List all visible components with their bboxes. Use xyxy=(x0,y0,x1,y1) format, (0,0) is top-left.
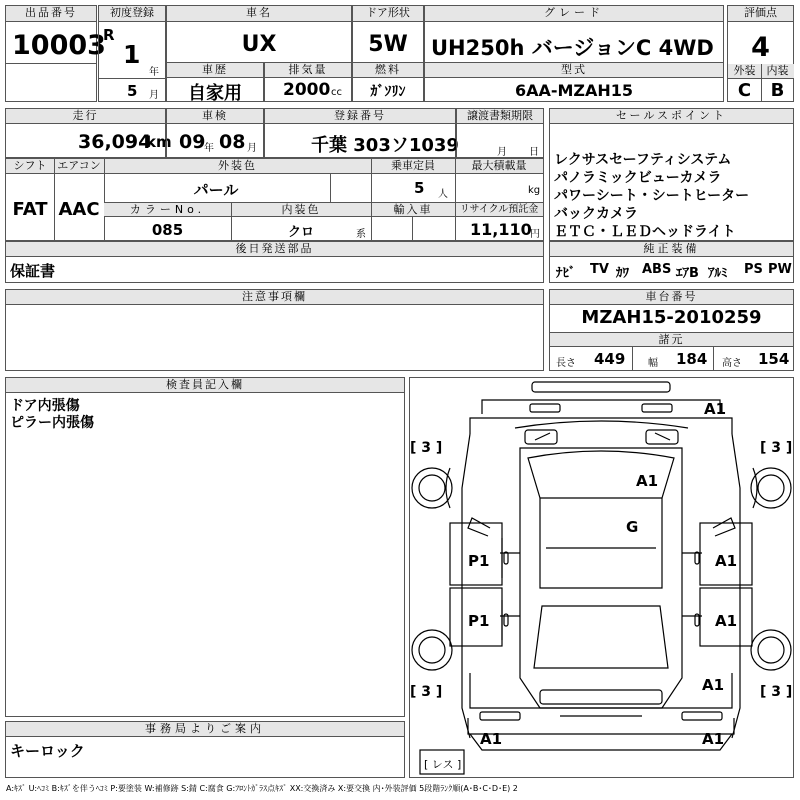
mark-left-rear-door: P1 xyxy=(468,612,490,630)
inspection-year-unit: 年 xyxy=(204,143,214,154)
genuine-item-8: PW xyxy=(768,262,792,277)
mark-hood: A1 xyxy=(636,472,659,490)
car-name-label: 車名 xyxy=(167,6,351,22)
aircon-label: エアコン xyxy=(54,159,104,174)
inspector-label: 検査員記入欄 xyxy=(6,378,404,393)
vehicle-details-box xyxy=(5,158,544,241)
recycle-label: リサイクル預託金 xyxy=(455,202,543,217)
inspection-label: 車検 xyxy=(167,109,263,124)
sales-point-4: バックカメラ xyxy=(554,206,638,222)
displacement-unit: cc xyxy=(331,87,342,98)
lot-number-label: 出品番号 xyxy=(6,6,96,22)
genuine-item-1: ﾅﾋﾞ xyxy=(556,266,576,281)
mark-front-right: A1 xyxy=(704,400,727,418)
mark-rear-right-bumper: A1 xyxy=(702,730,725,748)
tire-front-left: [ 3 ] xyxy=(410,440,443,456)
office-box xyxy=(5,721,405,778)
specs-height-value: 154 xyxy=(758,350,790,368)
door-label: ドア形状 xyxy=(353,6,423,22)
sales-point-1: レクサスセーフティシステム xyxy=(554,152,732,168)
capacity-label: 乗車定員 xyxy=(371,159,455,174)
shift-label: シフト xyxy=(6,159,54,174)
car-outline-svg xyxy=(410,378,793,777)
sales-points-label: セールスポイント xyxy=(550,109,793,124)
capacity-unit: 人 xyxy=(438,189,448,200)
inspector-line-2: ピラー内張傷 xyxy=(10,415,94,431)
sales-point-5: ＥＴＣ・ＬＥＤヘッドライト xyxy=(554,224,736,240)
car-diagram xyxy=(409,377,794,778)
grade-value: UH250h バージョンC 4WD xyxy=(431,36,714,60)
aircon-value: AAC xyxy=(58,199,100,220)
max-load-label: 最大積載量 xyxy=(455,159,543,174)
office-label: 事務局よりご案内 xyxy=(6,722,404,737)
mark-right-rear-door: A1 xyxy=(715,612,738,630)
notes-box xyxy=(5,289,544,371)
transfer-day-unit: 日 xyxy=(529,147,539,158)
mileage-unit: km xyxy=(146,133,172,151)
notes-label: 注意事項欄 xyxy=(6,290,543,305)
grade-box xyxy=(424,5,724,63)
inspection-month: 08 xyxy=(219,131,246,153)
mark-right-front-door: A1 xyxy=(715,552,738,570)
mark-rear-left-bumper: A1 xyxy=(480,730,503,748)
genuine-item-6: ｱﾙﾐ xyxy=(708,266,728,281)
model-value: 6AA-MZAH15 xyxy=(514,81,634,100)
model-box xyxy=(424,62,724,102)
chassis-label: 車台番号 xyxy=(550,290,793,305)
mileage-box xyxy=(5,108,172,158)
score-ext-value: C xyxy=(737,80,752,101)
office-value: キーロック xyxy=(10,742,85,760)
plate-label: 登録番号 xyxy=(265,109,455,124)
history-box xyxy=(166,62,264,102)
history-label: 車歴 xyxy=(167,63,263,78)
model-label: 型式 xyxy=(425,63,723,78)
int-color-value: クロ xyxy=(287,225,314,240)
recycle-value: 11,110 xyxy=(470,220,532,239)
transfer-label: 譲渡書類期限 xyxy=(457,109,543,124)
history-value: 自家用 xyxy=(188,83,242,104)
genuine-item-4: ABS xyxy=(642,262,672,277)
score-label: 評価点 xyxy=(728,6,793,22)
legend-text: A:ｷｽﾞ U:ﾍｺﾐ B:ｷｽﾞを伴うﾍｺﾐ P:要塗装 W:補修跡 S:錆 C:腐食 G:ﾌﾛﾝﾄｶﾞﾗｽ点ｷｽﾞ XX:交換済み X:要交換 内･外装評価 5段階ﾗﾝｸ順(A･B･C･D･E) 2 xyxy=(6,784,518,793)
specs-length-label: 長さ xyxy=(556,358,576,369)
recycle-unit: 円 xyxy=(530,229,540,240)
inspection-box xyxy=(166,108,264,158)
sales-points-box xyxy=(549,108,794,241)
int-color-label: 内装色 xyxy=(231,202,371,217)
inspection-year: 09 xyxy=(179,131,206,153)
int-color-unit: 系 xyxy=(356,229,366,240)
fuel-box xyxy=(352,62,424,102)
ext-color-value: パール xyxy=(193,181,239,199)
mark-left-front-door: P1 xyxy=(468,552,490,570)
max-load-unit: kg xyxy=(528,185,541,196)
fuel-value: ｶﾞｿﾘﾝ xyxy=(370,84,406,100)
first-registration-year-unit: 年 xyxy=(149,67,159,78)
later-parts-label: 後日発送部品 xyxy=(6,242,543,257)
shift-value: FAT xyxy=(12,199,48,220)
color-no-label: カラーNo. xyxy=(104,202,231,217)
genuine-item-2: TV xyxy=(590,262,609,277)
score-int-label: 内装 xyxy=(761,64,794,79)
first-registration-era: R xyxy=(103,26,115,44)
score-value: 4 xyxy=(751,32,770,63)
sales-point-3: パワーシート・シートヒーター xyxy=(554,188,750,204)
import-label: 輸入車 xyxy=(371,202,455,217)
mileage-value: 36,094 xyxy=(78,131,152,153)
mileage-label: 走行 xyxy=(6,109,165,124)
color-no-value: 085 xyxy=(151,221,184,239)
chassis-value: MZAH15-2010259 xyxy=(581,307,762,328)
grade-label: グレード xyxy=(425,6,723,22)
specs-width-label: 幅 xyxy=(648,358,658,369)
ext-color-label: 外装色 xyxy=(104,159,371,174)
spare-tire: [ レス ] xyxy=(424,758,462,771)
specs-label: 諸元 xyxy=(550,332,793,347)
displacement-box xyxy=(264,62,352,102)
later-parts-box xyxy=(5,241,544,283)
capacity-value: 5 xyxy=(414,179,425,197)
genuine-item-3: ｶﾜ xyxy=(616,266,629,281)
score-ext-label: 外装 xyxy=(728,64,761,79)
genuine-equipment-label: 純正装備 xyxy=(550,242,793,257)
first-registration-year: 1 xyxy=(123,40,141,69)
plate-value: 千葉 303ソ1039 xyxy=(311,135,459,156)
transfer-box xyxy=(456,108,544,158)
tire-rear-right: [ 3 ] xyxy=(760,684,793,700)
car-name-box xyxy=(166,5,352,63)
score-box xyxy=(727,5,794,102)
first-registration-box xyxy=(98,5,166,102)
mark-right-rear: A1 xyxy=(702,676,725,694)
tire-front-right: [ 3 ] xyxy=(760,440,793,456)
specs-width-value: 184 xyxy=(676,350,708,368)
displacement-label: 排気量 xyxy=(265,63,351,78)
sales-point-2: パノラミックビューカメラ xyxy=(554,170,722,186)
genuine-item-7: PS xyxy=(744,262,763,277)
car-name-value: UX xyxy=(241,32,277,57)
chassis-box xyxy=(549,289,794,371)
lot-number-value: 10003 xyxy=(12,30,106,61)
first-registration-month: 5 xyxy=(127,82,138,100)
displacement-value: 2000 xyxy=(283,80,331,100)
transfer-month-unit: 月 xyxy=(497,147,507,158)
genuine-equipment-box xyxy=(549,241,794,283)
inspector-box xyxy=(5,377,405,717)
fuel-label: 燃料 xyxy=(353,63,423,78)
first-registration-month-unit: 月 xyxy=(149,90,159,101)
inspection-month-unit: 月 xyxy=(247,143,257,154)
specs-length-value: 449 xyxy=(594,350,626,368)
door-box xyxy=(352,5,424,63)
specs-height-label: 高さ xyxy=(722,358,742,369)
plate-box xyxy=(264,108,459,158)
mark-windshield: G xyxy=(626,518,639,536)
inspector-line-1: ドア内張傷 xyxy=(10,398,80,414)
lot-number-box xyxy=(5,5,106,102)
genuine-item-5: ｴｱB xyxy=(676,266,699,281)
door-value: 5W xyxy=(368,32,408,57)
score-int-value: B xyxy=(770,80,785,101)
tire-rear-left: [ 3 ] xyxy=(410,684,443,700)
first-registration-label: 初度登録 xyxy=(99,6,165,22)
later-parts-value: 保証書 xyxy=(10,262,56,280)
